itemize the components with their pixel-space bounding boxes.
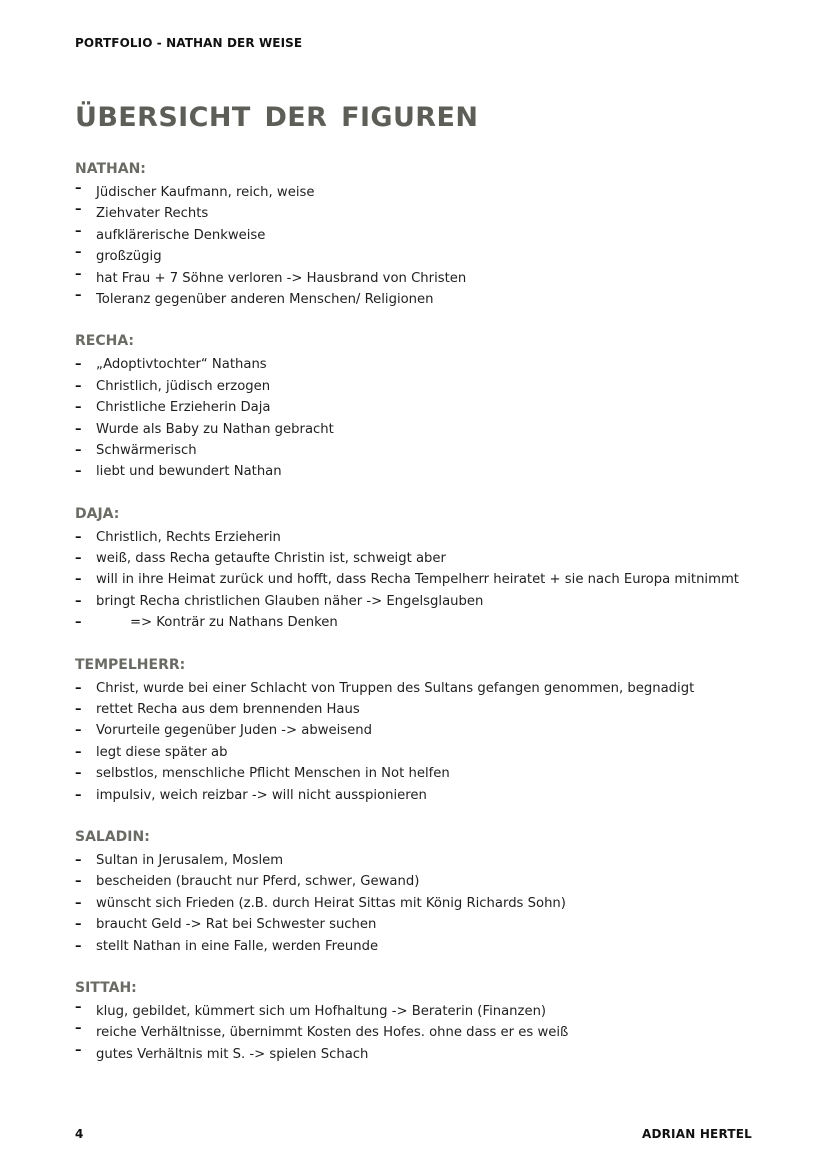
trait-text: Christlich, Rechts Erzieherin — [96, 529, 281, 545]
dash-bullet-icon: – — [75, 529, 82, 545]
dash-bullet-icon: – — [75, 895, 82, 911]
dash-bullet-icon: – — [75, 551, 82, 567]
trait-text: rettet Recha aus dem brennenden Haus — [96, 702, 360, 718]
section-heading: RECHA: — [75, 333, 135, 350]
trait-item — [75, 440, 765, 461]
trait-text: => Konträr zu Nathans Denken — [130, 615, 338, 631]
trait-text: Sultan in Jerusalem, Moslem — [96, 852, 284, 868]
trait-item — [75, 461, 765, 482]
trait-item — [75, 699, 765, 720]
trait-item — [75, 246, 765, 267]
page-number: 4 — [75, 1127, 84, 1141]
trait-item — [75, 225, 765, 246]
section-heading: TEMPELHERR: — [75, 656, 186, 673]
trait-item — [75, 871, 765, 892]
dash-bullet-icon: – — [75, 917, 82, 933]
dash-bullet-icon: – — [75, 378, 82, 394]
dash-bullet-icon: – — [75, 938, 82, 954]
dash-bullet-icon: – — [75, 266, 82, 282]
section-heading: SALADIN: — [75, 828, 150, 845]
dash-bullet-icon: – — [75, 223, 82, 239]
dash-bullet-icon: – — [75, 400, 82, 416]
dash-bullet-icon: – — [75, 723, 82, 739]
trait-text: aufklärerische Denkweise — [96, 227, 266, 243]
character-section — [75, 160, 765, 310]
dash-bullet-icon: – — [75, 287, 82, 303]
dash-bullet-icon: – — [75, 874, 82, 890]
trait-text: Christ, wurde bei einer Schlacht von Truppen des Sultans gefangen genommen, begnadigt — [96, 680, 695, 696]
trait-item — [75, 678, 765, 699]
trait-list — [75, 527, 765, 634]
trait-item — [75, 893, 765, 914]
trait-text: Jüdischer Kaufmann, reich, weise — [96, 185, 315, 200]
section-heading: NATHAN: — [75, 161, 146, 177]
dash-bullet-icon: – — [75, 1042, 82, 1058]
trait-item — [75, 785, 765, 806]
dash-bullet-icon: – — [75, 787, 82, 803]
running-header: PORTFOLIO - NATHAN DER WEISE — [75, 36, 303, 50]
trait-item — [75, 268, 765, 289]
character-section — [75, 828, 765, 957]
trait-text: wünscht sich Frieden (z.B. durch Heirat Sittas mit König Richards Sohn) — [96, 895, 566, 911]
trait-item — [75, 397, 765, 418]
dash-bullet-icon: – — [75, 245, 82, 261]
trait-text: braucht Geld -> Rat bei Schwester suchen — [96, 917, 377, 933]
trait-text: Christlich, jüdisch erzogen — [96, 378, 271, 394]
trait-list — [75, 678, 765, 806]
trait-item — [75, 527, 765, 548]
dash-bullet-icon: – — [75, 766, 82, 782]
trait-item — [75, 763, 765, 784]
trait-item — [75, 354, 765, 375]
trait-text: impulsiv, weich reizbar -> will nicht ausspionieren — [96, 787, 427, 803]
trait-text: Toleranz gegenüber anderen Menschen/ Religionen — [96, 291, 434, 307]
character-section — [75, 979, 765, 1065]
trait-text: klug, gebildet, kümmert sich um Hofhaltung -> Beraterin (Finanzen) — [96, 1003, 547, 1019]
trait-text: Ziehvater Rechts — [96, 206, 209, 222]
trait-text: „Adoptivtochter“ Nathans — [96, 357, 267, 373]
trait-text: will in ihre Heimat zurück und hofft, dass Recha Tempelherr heiratet + sie nach Europa mitnimmt — [96, 572, 739, 588]
character-section — [75, 656, 765, 806]
dash-bullet-icon: – — [75, 702, 82, 718]
trait-item — [75, 1022, 765, 1043]
trait-text: liebt und bewundert Nathan — [96, 464, 282, 480]
trait-text: Wurde als Baby zu Nathan gebracht — [96, 421, 334, 437]
section-heading: SITTAH: — [75, 979, 137, 996]
trait-text: selbstlos, menschliche Pflicht Menschen in Not helfen — [96, 766, 450, 782]
dash-bullet-icon: – — [75, 852, 82, 868]
dash-bullet-icon: – — [75, 421, 82, 437]
trait-item — [75, 203, 765, 224]
trait-text: Schwärmerisch — [96, 442, 197, 458]
dash-bullet-icon: – — [75, 442, 82, 458]
trait-text: hat Frau + 7 Söhne verloren -> Hausbrand von Christen — [96, 270, 467, 286]
character-overview — [75, 160, 765, 1087]
author-name: ADRIAN HERTEL — [641, 1127, 752, 1141]
trait-text: Christliche Erzieherin Daja — [96, 400, 271, 416]
trait-item — [75, 289, 765, 310]
trait-text: legt diese später ab — [96, 744, 228, 760]
trait-item — [75, 1044, 765, 1065]
dash-bullet-icon: – — [75, 615, 82, 631]
trait-item — [75, 548, 765, 569]
trait-item — [75, 1001, 765, 1022]
dash-bullet-icon: – — [75, 999, 82, 1015]
dash-bullet-icon: – — [75, 181, 82, 196]
character-section — [75, 332, 765, 482]
dash-bullet-icon: – — [75, 1021, 82, 1037]
trait-text: bescheiden (braucht nur Pferd, schwer, Gewand) — [96, 874, 420, 890]
trait-item — [75, 914, 765, 935]
dash-bullet-icon: – — [75, 357, 82, 373]
dash-bullet-icon: – — [75, 744, 82, 760]
trait-text: reiche Verhältnisse, übernimmt Kosten des Hofes. ohne dass er es weiß — [96, 1025, 569, 1041]
trait-item — [75, 936, 765, 957]
dash-bullet-icon: – — [75, 593, 82, 609]
trait-item — [75, 376, 765, 397]
dash-bullet-icon: – — [75, 680, 82, 696]
trait-item — [75, 742, 765, 763]
trait-text: Vorurteile gegenüber Juden -> abweisend — [96, 723, 372, 739]
trait-text: stellt Nathan in eine Falle, werden Freunde — [96, 938, 379, 954]
trait-list — [75, 354, 765, 482]
dash-bullet-icon: – — [75, 572, 82, 588]
trait-item — [75, 591, 765, 612]
trait-text: weiß, dass Recha getaufte Christin ist, schweigt aber — [96, 551, 446, 567]
trait-text: bringt Recha christlichen Glauben näher -> Engelsglauben — [96, 593, 484, 609]
character-section — [75, 505, 765, 634]
dash-bullet-icon: – — [75, 464, 82, 480]
trait-item — [75, 850, 765, 871]
trait-item — [75, 720, 765, 741]
trait-list — [75, 1001, 765, 1065]
trait-item — [75, 612, 765, 633]
trait-text: großzügig — [96, 249, 162, 265]
trait-list — [75, 182, 765, 310]
trait-item — [75, 419, 765, 440]
trait-item — [75, 569, 765, 590]
trait-list — [75, 850, 765, 957]
page-title: ÜBERSICHT DER FIGUREN — [75, 102, 479, 133]
dash-bullet-icon: – — [75, 202, 82, 218]
trait-item — [75, 182, 765, 203]
trait-text: gutes Verhältnis mit S. -> spielen Schach — [96, 1046, 369, 1062]
section-heading: DAJA: — [75, 505, 120, 522]
